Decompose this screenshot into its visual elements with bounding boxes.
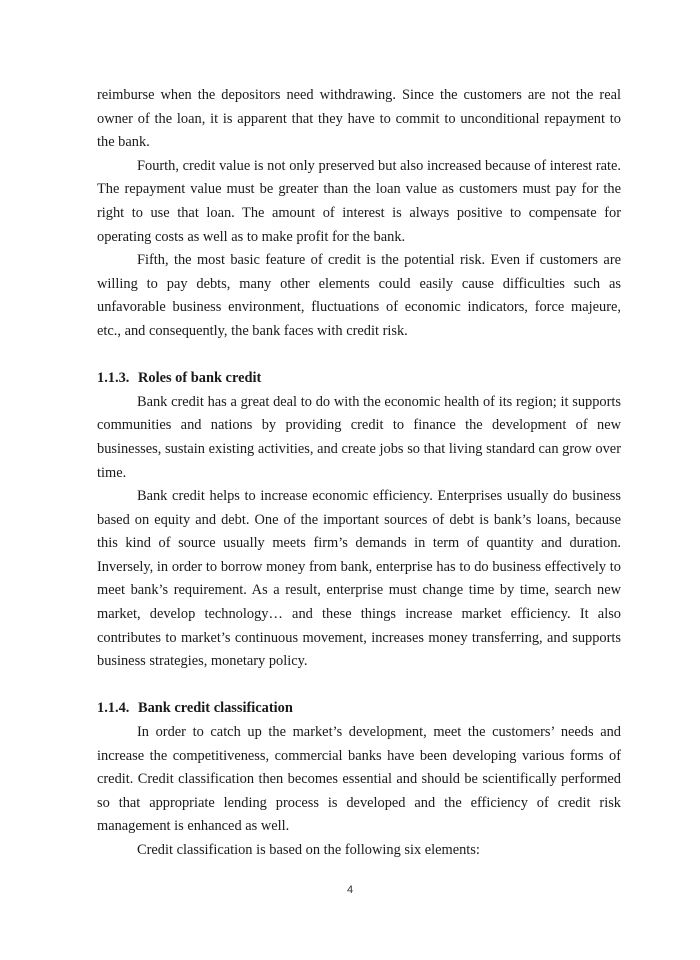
section-heading-classification [97, 697, 621, 721]
paragraph-fifth: Fifth, the most basic feature of credit is the potential risk. Even if customers are willing to pay debts, many other elements could easily cause difficulties such as unfavorable business environment, fluctuations of economic indicators, force majeure, etc., and consequently, the bank faces with credit risk. [97, 252, 621, 339]
section-title: Roles of bank credit [138, 370, 262, 387]
paragraph-fourth: Fourth, credit value is not only preserved but also increased because of interest rate. The repayment value must be greater than the loan value as customers must pay for the right to use that loan. The amount of interest is always positive to compensate for operating costs as well as to make profit for the bank. [97, 157, 621, 245]
section-heading-roles [97, 367, 621, 391]
paragraph-classification-2: Credit classification is based on the following six elements: [137, 842, 480, 858]
paragraph-classification-1: In order to catch up the market’s development, meet the customers’ needs and increase the competitiveness, commercial banks have been developing various forms of credit. Credit classification then becomes essential and should be scientifically performed so that appropriate lending process is developed and the efficiency of credit risk management is enhanced as well. [97, 724, 621, 835]
section-title: Bank credit classification [138, 700, 293, 717]
document-page [97, 84, 621, 863]
page-number: 4 [346, 884, 354, 896]
section-number: 1.1.3. [97, 370, 130, 387]
paragraph-roles-2: Bank credit helps to increase economic efficiency. Enterprises usually do business based on equity and debt. One of the important sources of debt is bank’s loans, because this kind of source usually meets firm’s demands in term of quantity and duration. Inversely, in order to borrow money from bank, enterprise has to do business effectively to meet bank’s requirement. As a result, enterprise must change time by time, search new market, develop technology… and these things increase market efficiency. It also contributes to market’s continuous movement, increases money transferring, and supports business strategies, monetary policy. [97, 488, 621, 670]
paragraph-roles-1: Bank credit has a great deal to do with the economic health of its region; it supports communities and nations by providing credit to finance the development of new businesses, sustain existing activities, and create jobs so that living standard can grow over time. [97, 393, 621, 481]
section-number: 1.1.4. [97, 700, 130, 717]
paragraph-continuation: reimburse when the depositors need withdrawing. Since the customers are not the real owner of the loan, it is apparent that they have to commit to unconditional repayment to the bank. [97, 87, 621, 151]
